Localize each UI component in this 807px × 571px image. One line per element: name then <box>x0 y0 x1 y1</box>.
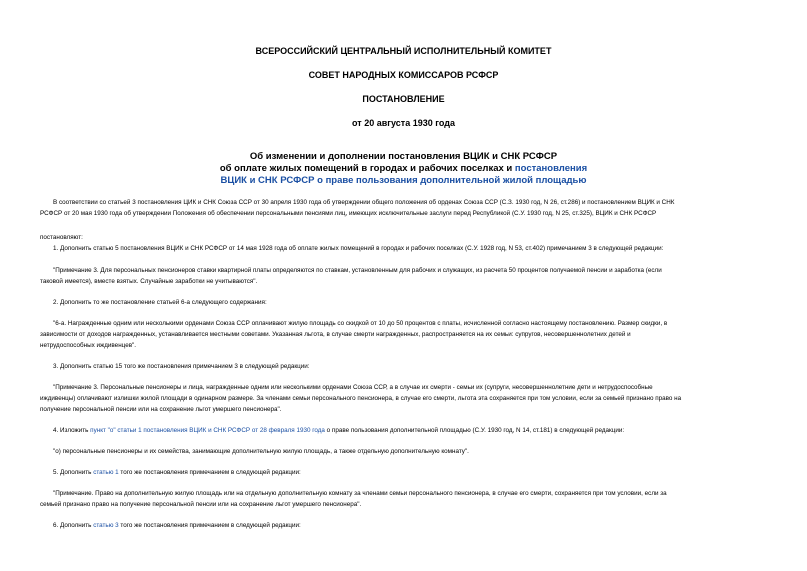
intro-line2: РСФСР от 20 мая 1930 года об утверждении Положения об обеспечении персональными пенсиями лиц, имеющих исключительные заслуги перед Республикой (С.У. 1930 год, N 25, ст.325), ВЦИК и СНК РСФСР <box>40 210 657 217</box>
item-6-prefix: 6. Дополнить <box>53 522 94 529</box>
intro-line1 <box>40 198 767 209</box>
intro-text-1: В соответствии со статьей 3 постановления ЦИК и СНК Союза ССР от 30 апреля 1930 года об утверждении общего положения об орденах Союза ССР (С.З. 1930 год, N 26, ст.286) и постановлением ВЦИК и СНК <box>53 199 675 206</box>
title-link-dop-ploshchad[interactable]: ВЦИК и СНК РСФСР о праве пользования дополнительной жилой площадью <box>220 175 587 186</box>
quote-2-line3: нетрудоспособных иждивенцев". <box>40 342 137 349</box>
item-5-link[interactable]: статью 1 <box>93 469 119 476</box>
item-4-prefix: 4. Изложить <box>53 427 91 434</box>
quote-2-line2: зависимости от доходов награжденных, устанавливается местными советами. Указанная льгота, в случае смерти награжденных, распространяется на их семьи: супругов, несовершеннолетних детей и <box>40 331 631 338</box>
item-4 <box>40 426 767 437</box>
quote-5-line2: семьей признано право на получение персональной пенсии или на сохранение льгот умершего пенсионера". <box>40 501 362 508</box>
document-title-line2 <box>0 163 807 175</box>
quote-5-line1 <box>40 489 767 500</box>
item-3: 3. Дополнить статью 15 того же постановления примечанием 3 в следующей редакции: <box>53 363 310 370</box>
quote-2-line1 <box>40 319 767 330</box>
item-5-suffix: того же постановления примечанием в следующей редакции: <box>118 469 301 476</box>
quote-2-text-a: "6-а. Награжденные одним или несколькими орденами Союза ССР оплачивают жилую площадь со скидкой от 10 до 50 процентов с платы, исчисленной согласно настоящему постановлению. Размер скидки, в <box>53 320 668 327</box>
document-date: от 20 августа 1930 года <box>352 118 455 128</box>
item-1: 1. Дополнить статью 5 постановления ВЦИК и СНК РСФСР от 14 мая 1928 года об оплате жилых помещений в городах и рабочих поселках (С.У. 1928 год, N 53, ст.402) примечанием 3 в следующей редакции: <box>53 245 664 252</box>
item-4-suffix: о праве пользования дополнительной площадью (С.У. 1930 год, N 14, ст.181) в следующей редакции: <box>324 427 625 434</box>
quote-3-text-a: "Примечание 3. Персональные пенсионеры и лица, награжденные одним или несколькими орденами Союза ССР, а в случае их смерти - семьи их (супруги, несовершеннолетние дети и нетрудоспособные <box>53 384 653 391</box>
item-5-prefix: 5. Дополнить <box>53 469 94 476</box>
resolve-word: постановляют: <box>40 234 83 241</box>
item-6 <box>40 521 767 532</box>
item-4-link[interactable]: пункт "о" статьи 1 постановления ВЦИК и СНК РСФСР от 28 февраля 1930 года <box>90 427 325 434</box>
quote-3-line2: иждивенцы) оплачивают излишки жилой площади в одинарном размере. За членами семьи персонального пенсионера, в случае его смерти, льгота эта сохраняется при том условии, если за семьей признано право на <box>40 395 682 402</box>
item-6-link[interactable]: статью 3 <box>93 522 119 529</box>
title-line2-text: об оплате жилых помещений в городах и рабочих поселках и <box>219 163 515 174</box>
title-link-postanovlenie[interactable]: постановления <box>514 163 588 174</box>
document-title-line1: Об изменении и дополнении постановления ВЦИК и СНК РСФСР <box>249 151 558 162</box>
quote-1-line2: таковой имеется), вместе взятых. Случайные заработки не учитываются". <box>40 278 258 285</box>
issuer-snk: СОВЕТ НАРОДНЫХ КОМИССАРОВ РСФСР <box>308 70 499 80</box>
quote-4: "о) персональные пенсионеры и их семейства, занимающие дополнительную жилую площадь, а также отдельную дополнительную комнату". <box>53 448 469 455</box>
item-2: 2. Дополнить то же постановление статьей 6-а следующего содержания: <box>53 299 267 306</box>
quote-3-line1 <box>40 383 767 394</box>
quote-1-text-a: "Примечание 3. Для персональных пенсионеров ставки квартирной платы определяются по ставкам, установленным для рабочих и служащих, из расчета 50 процентов получаемой пенсии и заработка (если <box>53 267 662 274</box>
item-6-suffix: того же постановления примечанием в следующей редакции: <box>118 522 301 529</box>
item-5 <box>40 468 767 479</box>
document-type: ПОСТАНОВЛЕНИЕ <box>362 94 445 104</box>
quote-3-line3: получение персональной пенсии или на сохранение льгот умершего пенсионера". <box>40 406 282 413</box>
quote-1-line1 <box>40 266 767 277</box>
issuer-vtsik: ВСЕРОССИЙСКИЙ ЦЕНТРАЛЬНЫЙ ИСПОЛНИТЕЛЬНЫЙ КОМИТЕТ <box>255 46 552 56</box>
quote-5-text-a: "Примечание. Право на дополнительную жилую площадь или на отдельную дополнительную комнату за членами семьи персонального пенсионера, в случае его смерти, сохраняется при том условии, если за <box>53 490 667 497</box>
